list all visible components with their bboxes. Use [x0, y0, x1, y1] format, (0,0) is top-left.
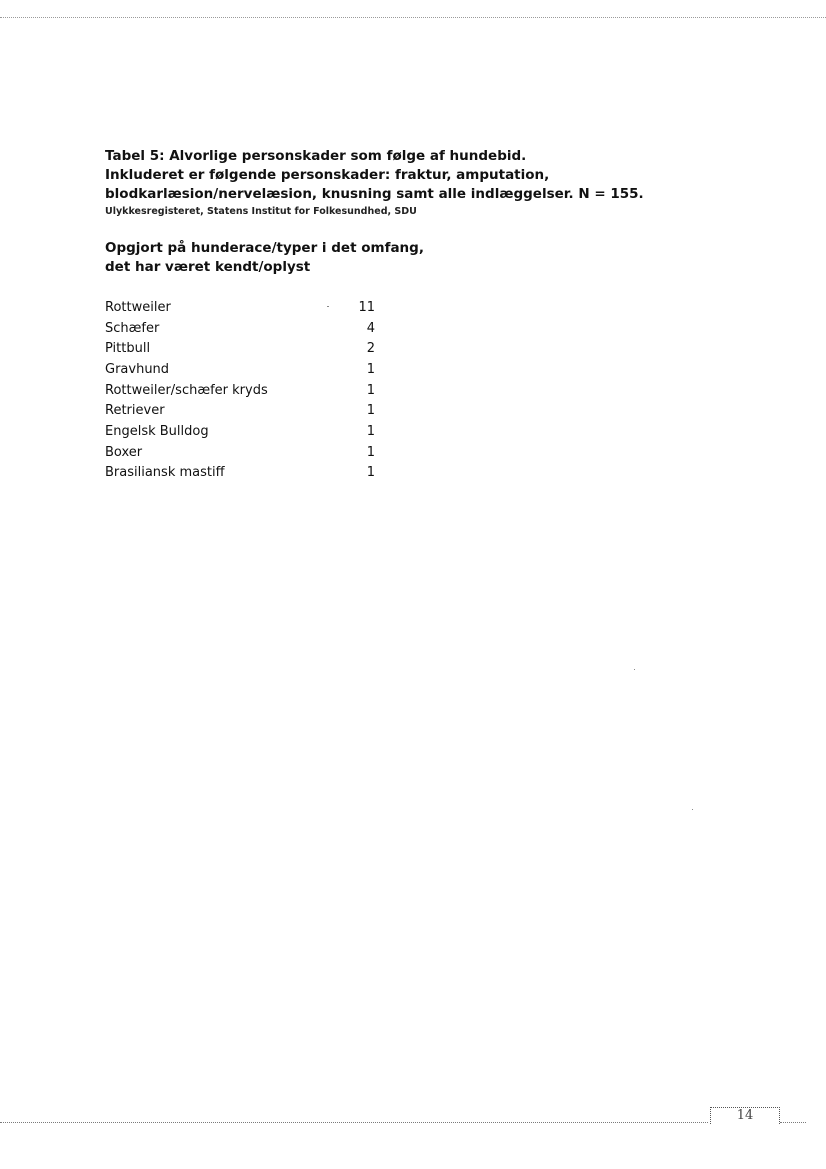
table-row — [105, 338, 385, 359]
table-heading — [105, 147, 725, 219]
breed-count: 4 — [366, 320, 375, 336]
breed-count: 1 — [366, 444, 375, 460]
breed-count: 1 — [366, 382, 375, 398]
breed-count: 1 — [366, 423, 375, 439]
table-source: Ulykkesregisteret, Statens Institut for Folkesundhed, SDU — [105, 206, 417, 217]
breed-count: 1 — [366, 465, 375, 481]
table-row — [105, 463, 385, 484]
breed-subheading — [105, 239, 555, 277]
breed-count: 11 — [358, 299, 375, 315]
breed-count: 1 — [366, 361, 375, 377]
footer-rule — [0, 1122, 708, 1123]
table-row — [105, 318, 385, 339]
breed-name: Brasiliansk mastiff — [105, 465, 225, 481]
scan-speck — [634, 669, 635, 670]
table-title-line-1: Tabel 5: Alvorlige personskader som følge af hundebid. — [105, 148, 527, 164]
breed-name: Boxer — [105, 444, 143, 460]
table-title-line-2: Inkluderet er følgende personskader: fraktur, amputation, — [105, 167, 550, 183]
breed-name: Gravhund — [105, 361, 170, 377]
table-row — [105, 297, 385, 318]
table-row — [105, 380, 385, 401]
breed-table — [105, 297, 385, 483]
breed-count: 2 — [366, 341, 375, 357]
table-row — [105, 421, 385, 442]
scan-speck — [692, 809, 693, 810]
table-title-line-3: blodkarlæsion/nervelæsion, knusning samt alle indlæggelser. N = 155. — [105, 186, 644, 202]
breed-name: Engelsk Bulldog — [105, 423, 209, 439]
scan-edge-top — [0, 17, 826, 18]
breed-count: 1 — [366, 403, 375, 419]
breed-name: Rottweiler/schæfer kryds — [105, 382, 268, 398]
breed-name: Retriever — [105, 403, 165, 419]
footer-rule-right — [780, 1122, 806, 1123]
breed-name: Pittbull — [105, 341, 151, 357]
subheading-line-2: det har været kendt/oplyst — [105, 259, 311, 275]
page-number: 14 — [710, 1107, 780, 1124]
breed-name: Schæfer — [105, 320, 160, 336]
scan-speck — [327, 306, 329, 307]
table-row — [105, 400, 385, 421]
subheading-line-1: Opgjort på hunderace/typer i det omfang, — [105, 240, 424, 256]
table-row — [105, 359, 385, 380]
breed-name: Rottweiler — [105, 299, 171, 315]
table-row — [105, 442, 385, 463]
